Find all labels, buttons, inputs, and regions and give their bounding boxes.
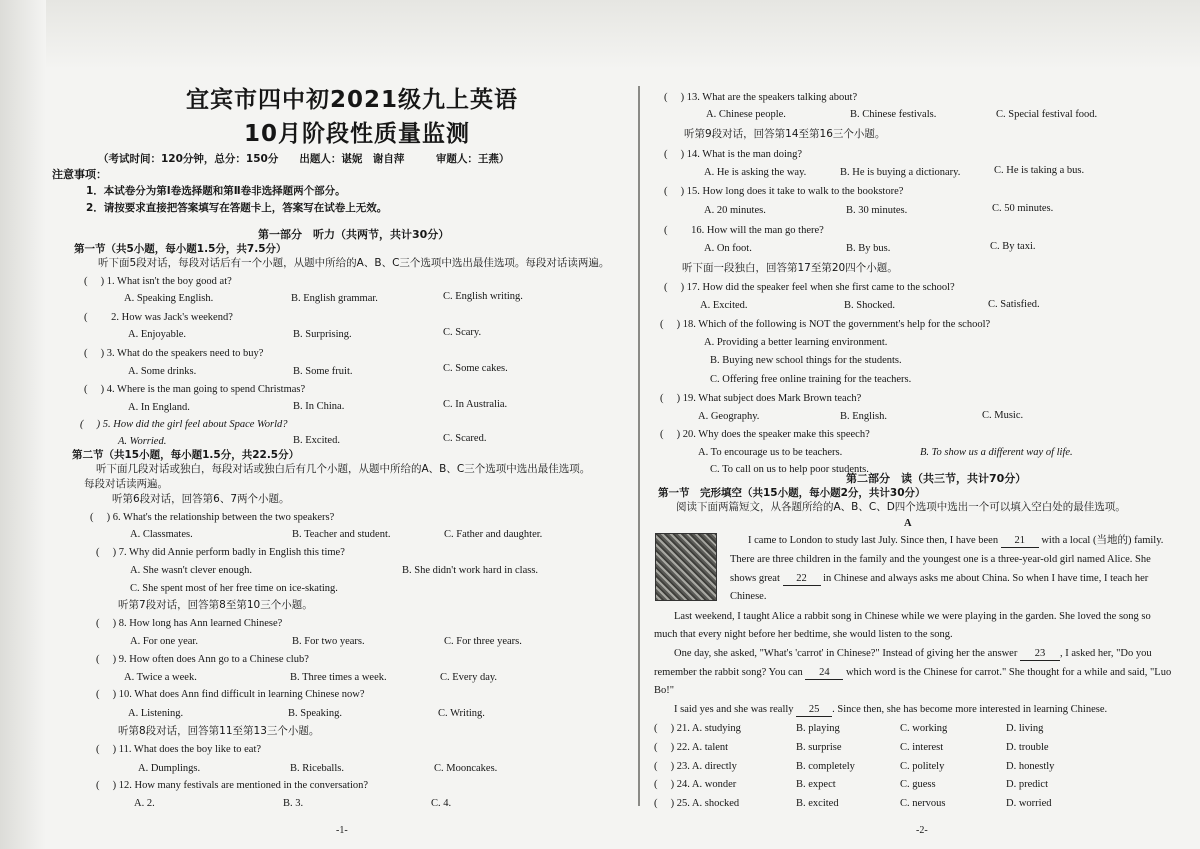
cloze-question: ( ) 25. A. shocked xyxy=(654,798,740,809)
scan-shadow-top xyxy=(0,0,1200,70)
passage-line: I came to London to study last July. Since then, I have been 21 with a local (当地的) family. xyxy=(748,535,1164,546)
option-a: A. On foot. xyxy=(704,243,752,254)
section1-heading: 第一节（共5小题，每小题1.5分，共7.5分） xyxy=(74,243,287,255)
question-stem: ( ) 6. What's the relationship between the two speakers? xyxy=(90,512,335,523)
dialogue-note: 听第7段对话，回答第8至第10三个小题。 xyxy=(118,599,313,611)
option-a: A. 20 minutes. xyxy=(704,205,766,216)
option-c: C. nervous xyxy=(900,798,946,809)
notice-item: 1．本试卷分为第Ⅰ卷选择题和第Ⅱ卷非选择题两个部分。 xyxy=(86,185,346,197)
cloze-question: ( ) 22. A. talent xyxy=(654,742,729,753)
notice-heading: 注意事项： xyxy=(52,168,107,181)
option-a: A. Listening. xyxy=(128,708,184,719)
option-c: C. 50 minutes. xyxy=(992,203,1054,214)
option-a: A. Classmates. xyxy=(130,529,193,540)
option-b: B. surprise xyxy=(796,742,842,753)
option-c: C. working xyxy=(900,723,948,734)
passage-line: Last weekend, I taught Alice a rabbit song in Chinese while we were playing in the garden. She loved the song so xyxy=(674,611,1151,622)
option-c: C. For three years. xyxy=(444,636,522,647)
scan-shadow-left xyxy=(0,0,46,849)
option-c: C. Writing. xyxy=(438,708,485,719)
passage-line: I said yes and she was really 25 . Since then, she has become more interested in learning Chinese. xyxy=(674,704,1108,715)
cloze-section-heading: 第一节 完形填空（共15小题，每小题2分，共计30分） xyxy=(658,487,926,499)
option-c: C. English writing. xyxy=(443,291,523,302)
option-d: D. honestly xyxy=(1006,761,1055,772)
question-stem: ( ) 9. How often does Ann go to a Chinese club? xyxy=(96,654,309,665)
dialogue-note: 听第9段对话，回答第14至第16三个小题。 xyxy=(684,128,886,140)
question-stem: ( ) 14. What is the man doing? xyxy=(664,149,803,160)
option-d: D. trouble xyxy=(1006,742,1049,753)
option-c: C. Every day. xyxy=(440,672,498,683)
passage-line: Bo!" xyxy=(654,685,675,696)
page-number-left: -1- xyxy=(336,825,348,836)
option-c: C. interest xyxy=(900,742,944,753)
cloze-instructions: 阅读下面两篇短文，从各题所给的A、B、C、D四个选项中选出一个可以填入空白处的最佳选项。 xyxy=(676,501,1126,513)
part1-heading: 第一部分 听力（共两节，共计30分） xyxy=(258,228,450,241)
option-b: B. Chinese festivals. xyxy=(850,109,937,120)
option-a: A. Excited. xyxy=(700,300,748,311)
option-a: A. Speaking English. xyxy=(124,293,214,304)
blank-22[interactable]: 22 xyxy=(783,574,821,586)
option-b: B. 30 minutes. xyxy=(846,205,908,216)
option-b: B. In China. xyxy=(293,401,345,412)
option-a: A. Twice a week. xyxy=(124,672,197,683)
option-c: C. Offering free online training for the teachers. xyxy=(710,374,912,385)
option-d: D. predict xyxy=(1006,779,1048,790)
option-c: C. By taxi. xyxy=(990,241,1036,252)
option-b: B. Shocked. xyxy=(844,300,896,311)
option-a: A. He is asking the way. xyxy=(704,167,807,178)
option-a: A. She wasn't clever enough. xyxy=(130,565,253,576)
section2-heading: 第二节（共15小题，每小题1.5分，共22.5分） xyxy=(72,449,300,461)
question-stem: ( ) 5. How did the girl feel about Space World? xyxy=(80,419,288,430)
option-c: C. guess xyxy=(900,779,936,790)
question-stem: ( ) 10. What does Ann find difficult in learning Chinese now? xyxy=(96,689,365,700)
option-c: C. He is taking a bus. xyxy=(994,165,1085,176)
question-stem: ( 16. How will the man go there? xyxy=(664,225,824,236)
option-c: C. Some cakes. xyxy=(443,363,508,374)
section1-instructions: 听下面5段对话，每段对话后有一个小题，从题中所给的A、B、C三个选项中选出最佳选项。每段对话读两遍。 xyxy=(98,257,610,269)
dialogue-note: 听第6段对话，回答第6、7两个小题。 xyxy=(112,493,290,505)
option-b: B. He is buying a dictionary. xyxy=(840,167,961,178)
option-b: B. 3. xyxy=(283,798,304,809)
passage-line: much that every night before her bedtime, she would listen to the song. xyxy=(654,629,953,640)
option-c: C. Scary. xyxy=(443,327,482,338)
option-b: B. For two years. xyxy=(292,636,365,647)
question-stem: ( ) 3. What do the speakers need to buy? xyxy=(84,348,264,359)
option-b: B. Speaking. xyxy=(288,708,342,719)
blank-21[interactable]: 21 xyxy=(1001,536,1039,548)
question-stem: ( ) 12. How many festivals are mentioned in the conversation? xyxy=(96,780,369,791)
notice-item: 2．请按要求直接把答案填写在答题卡上，答案写在试卷上无效。 xyxy=(86,202,388,214)
option-b: B. English grammar. xyxy=(291,293,378,304)
option-b: B. She didn't work hard in class. xyxy=(402,565,539,576)
section2-instructions: 听下面几段对话或独白，每段对话或独白后有几个小题，从题中所给的A、B、C三个选项中选出最佳选项。 xyxy=(96,463,591,475)
option-c: C. Special festival food. xyxy=(996,109,1098,120)
question-stem: ( ) 18. Which of the following is NOT the government's help for the school? xyxy=(660,319,991,330)
blank-25[interactable]: 25 xyxy=(796,705,832,717)
question-stem: ( ) 11. What does the boy like to eat? xyxy=(96,744,262,755)
exam-info: （考试时间：120分钟，总分：150分 出题人：谌妮 谢自萍 审题人：王燕） xyxy=(98,153,510,165)
question-stem: ( ) 17. How did the speaker feel when she first came to the school? xyxy=(664,282,955,293)
page-fold-divider xyxy=(638,86,640,806)
dialogue-note: 听第8段对话，回答第11至第13三个小题。 xyxy=(118,725,320,737)
option-b: B. English. xyxy=(840,411,887,422)
passage-line: One day, she asked, "What's 'carrot' in Chinese?" Instead of giving her the answer 23 , I asked her, "Do you xyxy=(674,648,1152,659)
monologue-note: 听下面一段独白，回答第17至第20四个小题。 xyxy=(682,262,898,274)
question-stem: ( ) 19. What subject does Mark Brown teach? xyxy=(660,393,862,404)
question-stem: ( ) 4. Where is the man going to spend Christmas? xyxy=(84,384,306,395)
page-number-right: -2- xyxy=(916,825,928,836)
option-a: A. To encourage us to be teachers. xyxy=(698,447,843,458)
passage-illustration xyxy=(655,533,717,601)
question-stem: ( 2. How was Jack's weekend? xyxy=(84,312,233,323)
option-c: C. Mooncakes. xyxy=(434,763,498,774)
option-c: C. She spent most of her free time on ice-skating. xyxy=(130,583,338,594)
passage-line: remember the rabbit song? You can 24 which word is the Chinese for carrot." She thought for a while and said, "Luo xyxy=(654,667,1172,678)
option-b: B. To show us a different way of life. xyxy=(920,447,1073,458)
option-a: A. 2. xyxy=(134,798,155,809)
question-stem: ( ) 13. What are the speakers talking about? xyxy=(664,92,858,103)
passage-line: shows great 22 in Chinese and always asks me about China. So when I have time, I teach her xyxy=(730,573,1149,584)
blank-24[interactable]: 24 xyxy=(805,668,843,680)
cloze-question: ( ) 21. A. studying xyxy=(654,723,741,734)
option-b: B. Surprising. xyxy=(293,329,352,340)
option-b: B. excited xyxy=(796,798,839,809)
option-c: C. Satisfied. xyxy=(988,299,1040,310)
cloze-question: ( ) 24. A. wonder xyxy=(654,779,737,790)
question-stem: ( ) 20. Why does the speaker make this speech? xyxy=(660,429,870,440)
option-b: B. Riceballs. xyxy=(290,763,344,774)
option-b: B. playing xyxy=(796,723,840,734)
passage-line: There are three children in the family and the youngest one is a three-year-old girl named Alice. She xyxy=(730,554,1151,565)
option-c: C. politely xyxy=(900,761,945,772)
question-stem: ( ) 7. Why did Annie perform badly in English this time? xyxy=(96,547,345,558)
option-a: A. Chinese people. xyxy=(706,109,786,120)
option-a: A. Dumplings. xyxy=(138,763,201,774)
option-c: C. 4. xyxy=(431,798,452,809)
option-b: B. Buying new school things for the students. xyxy=(710,355,902,366)
option-c: C. Scared. xyxy=(443,433,487,444)
part2-heading: 第二部分 读（共三节，共计70分） xyxy=(846,472,1027,485)
option-a: A. Worried. xyxy=(118,436,167,447)
option-a: A. Geography. xyxy=(698,411,760,422)
option-a: A. Enjoyable. xyxy=(128,329,187,340)
option-b: B. Excited. xyxy=(293,435,340,446)
option-b: B. completely xyxy=(796,761,855,772)
option-a: A. In England. xyxy=(128,402,190,413)
option-c: C. Music. xyxy=(982,410,1024,421)
option-b: B. expect xyxy=(796,779,836,790)
option-a: A. Providing a better learning environment. xyxy=(704,337,888,348)
option-b: B. Some fruit. xyxy=(293,366,353,377)
option-c: C. In Australia. xyxy=(443,399,508,410)
title-line-1: 宜宾市四中初2021级九上英语 xyxy=(186,87,519,113)
option-d: D. worried xyxy=(1006,798,1052,809)
section2-instructions-2: 每段对话读两遍。 xyxy=(84,478,168,490)
option-a: A. For one year. xyxy=(130,636,198,647)
option-b: B. Teacher and student. xyxy=(292,529,391,540)
option-c: C. To call on us to help poor students. xyxy=(710,464,869,475)
option-b: B. By bus. xyxy=(846,243,891,254)
option-c: C. Father and daughter. xyxy=(444,529,543,540)
option-a: A. Some drinks. xyxy=(128,366,197,377)
blank-23[interactable]: 23 xyxy=(1020,649,1060,661)
question-stem: ( ) 8. How long has Ann learned Chinese? xyxy=(96,618,283,629)
passage-line: Chinese. xyxy=(730,591,767,602)
title-line-2: 10月阶段性质量监测 xyxy=(244,121,471,147)
question-stem: ( ) 1. What isn't the boy good at? xyxy=(84,276,232,287)
passage-label: A xyxy=(904,518,912,529)
question-stem: ( ) 15. How long does it take to walk to the bookstore? xyxy=(664,186,904,197)
cloze-question: ( ) 23. A. directly xyxy=(654,761,737,772)
option-b: B. Three times a week. xyxy=(290,672,387,683)
option-d: D. living xyxy=(1006,723,1044,734)
